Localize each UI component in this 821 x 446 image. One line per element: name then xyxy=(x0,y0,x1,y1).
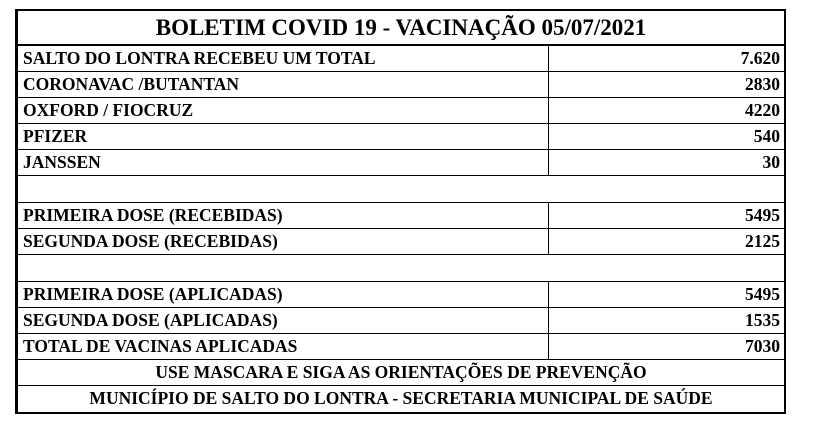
row-value: 4220 xyxy=(745,100,780,120)
row-value: 5495 xyxy=(745,205,780,225)
row-label: PRIMEIRA DOSE (APLICADAS) xyxy=(18,282,549,307)
table-row xyxy=(18,150,784,176)
row-label: SEGUNDA DOSE (RECEBIDAS) xyxy=(18,229,549,254)
table-row xyxy=(18,334,784,360)
row-label: JANSSEN xyxy=(18,150,549,175)
row-value: 1535 xyxy=(745,310,780,330)
spacer-cell xyxy=(18,176,549,202)
table-row xyxy=(18,72,784,98)
municipality-credit: MUNICÍPIO DE SALTO DO LONTRA - SECRETARIA MUNICIPAL DE SAÚDE xyxy=(89,388,713,408)
table-row xyxy=(18,203,784,229)
spacer-row xyxy=(18,255,784,282)
row-value: 2830 xyxy=(745,74,780,94)
row-value: 2125 xyxy=(745,231,780,251)
table-row xyxy=(18,282,784,308)
row-value: 5495 xyxy=(745,284,780,304)
row-value: 7030 xyxy=(745,336,780,356)
spacer-cell xyxy=(18,255,549,281)
row-label: PRIMEIRA DOSE (RECEBIDAS) xyxy=(18,203,549,228)
table-row xyxy=(18,124,784,150)
bulletin-title: BOLETIM COVID 19 - VACINAÇÃO 05/07/2021 xyxy=(18,11,784,46)
row-value: 540 xyxy=(753,126,780,146)
row-label: TOTAL DE VACINAS APLICADAS xyxy=(18,334,549,359)
row-label: OXFORD / FIOCRUZ xyxy=(18,98,549,123)
row-value: 7.620 xyxy=(740,48,780,68)
row-label: CORONAVAC /BUTANTAN xyxy=(18,72,549,97)
table-row xyxy=(18,229,784,255)
table-row xyxy=(18,46,784,72)
vaccination-bulletin xyxy=(15,9,786,414)
prevention-notice: USE MASCARA E SIGA AS ORIENTAÇÕES DE PREVENÇÃO xyxy=(18,360,784,386)
table-row xyxy=(18,308,784,334)
row-label: SALTO DO LONTRA RECEBEU UM TOTAL xyxy=(18,46,549,71)
spacer-row xyxy=(18,176,784,203)
table-row xyxy=(18,98,784,124)
row-value: 30 xyxy=(762,152,780,172)
row-label: SEGUNDA DOSE (APLICADAS) xyxy=(18,308,549,333)
row-label: PFIZER xyxy=(18,124,549,149)
